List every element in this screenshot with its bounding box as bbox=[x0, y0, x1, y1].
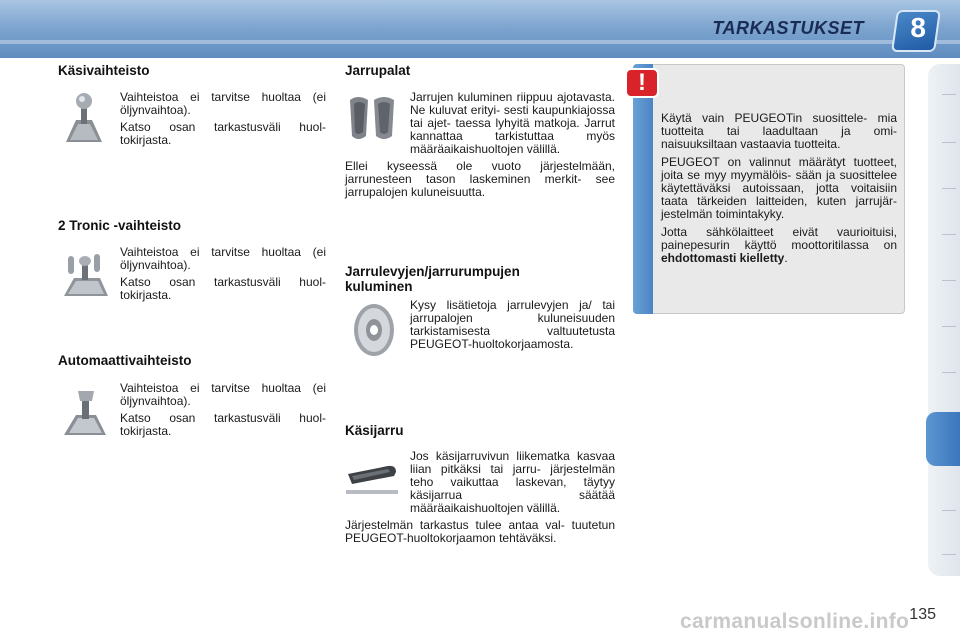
brake-discs-p1: Kysy lisätietoja jarrulevyjen ja/ tai jarrupalojen kuluneisuuden tarkistamisesta valtuutetusta PEUGEOT-huoltokorjaamosta. bbox=[410, 298, 615, 351]
section-heading-2tronic: 2 Tronic -vaihteisto bbox=[58, 218, 182, 233]
tronic-p1: Vaihteistoa ei tarvitse huoltaa (ei öljynvaihtoa). bbox=[120, 245, 326, 272]
chapter-number: 8 bbox=[910, 12, 926, 43]
warning-exclamation-icon: ! bbox=[625, 68, 659, 98]
brake-disc-icon bbox=[350, 302, 398, 358]
tab-divider bbox=[942, 142, 956, 143]
section-heading-handbrake: Käsijarru bbox=[345, 423, 404, 438]
warning-p1: Käytä vain PEUGEOTin suosittele- mia tuotteita tai laadultaan ja omi- naisuuksiltaan vastaavia tuotteita. bbox=[661, 111, 897, 151]
tab-divider bbox=[942, 372, 956, 373]
automatic-p1: Vaihteistoa ei tarvitse huoltaa (ei öljynvaihtoa). bbox=[120, 381, 326, 408]
warning-text bbox=[661, 112, 897, 270]
brake-pads-p2: Ellei kyseessä ole vuoto järjestelmään, jarrunesteen tason laskeminen merkit- see jarrupalojen kuluneisuutta. bbox=[345, 159, 615, 199]
warning-p3 bbox=[661, 226, 897, 265]
automatic-p2: Katso osan tarkastusväli huol- tokirjasta. bbox=[120, 411, 326, 438]
gear-lever-automatic-icon bbox=[60, 385, 110, 439]
handbrake-p2: Järjestelmän tarkastus tulee antaa val- tuutetun PEUGEOT-huoltokorjaamon tehtäväksi. bbox=[345, 518, 615, 545]
warning-p3-bold: ehdottomasti kielletty bbox=[661, 251, 785, 265]
warning-strip bbox=[633, 64, 653, 314]
tab-divider bbox=[942, 94, 956, 95]
warning-p3-post: . bbox=[784, 251, 788, 265]
manual-gearbox-p1: Vaihteistoa ei tarvitse huoltaa (ei öljynvaihtoa). bbox=[120, 90, 326, 117]
handbrake-p1: Jos käsijarruvivun liikematka kasvaa liian pitkäksi tai jarru- järjestelmän teho vaikuttaa laskevan, täytyy käsijarrua säätää määräaikaishuoltojen välillä. bbox=[410, 449, 615, 515]
tronic-text bbox=[120, 246, 326, 306]
brake-pads-p1: Jarrujen kuluminen riippuu ajotavasta. Ne kuluvat erityi- sesti kaupunkiajossa tai ajet- taessa lyhyitä matkoja. Jarrut kannattaa tarkistuttaa myös määräaikaishuoltojen välillä. bbox=[410, 90, 615, 156]
section-heading-brake-pads: Jarrupalat bbox=[345, 63, 411, 78]
tronic-p2: Katso osan tarkastusväli huol- tokirjasta. bbox=[120, 275, 326, 302]
chapter-tab-strip bbox=[928, 64, 960, 576]
chapter-title: TARKASTUKSET bbox=[712, 18, 864, 38]
handbrake-text bbox=[345, 450, 615, 549]
gear-lever-manual-icon bbox=[60, 90, 108, 146]
gear-lever-tronic-icon bbox=[60, 248, 110, 300]
tab-divider bbox=[942, 280, 956, 281]
tab-divider bbox=[942, 554, 956, 555]
tab-divider bbox=[942, 188, 956, 189]
section-heading-manual-gearbox: Käsivaihteisto bbox=[58, 63, 150, 78]
tab-divider bbox=[942, 234, 956, 235]
tab-divider bbox=[942, 326, 956, 327]
manual-gearbox-p2: Katso osan tarkastusväli huol- tokirjasta. bbox=[120, 120, 326, 147]
section-heading-automatic-gearbox: Automaattivaihteisto bbox=[58, 353, 192, 368]
section-heading-brake-discs: Jarrulevyjen/jarrurumpujen kuluminen bbox=[345, 264, 520, 294]
page-number: 135 bbox=[909, 606, 936, 623]
automatic-text bbox=[120, 382, 326, 442]
chapter-tab-8[interactable] bbox=[926, 412, 960, 466]
brake-pads-text bbox=[345, 91, 615, 203]
manual-gearbox-text bbox=[120, 91, 326, 151]
header-shine bbox=[0, 40, 960, 44]
watermark: carmanualsonline.info bbox=[680, 610, 910, 633]
warning-p3-pre: Jotta sähkölaitteet eivät vaurioituisi, painepesurin käyttö moottoritilassa on bbox=[661, 225, 897, 252]
brake-discs-text bbox=[410, 299, 615, 355]
tab-divider bbox=[942, 510, 956, 511]
warning-p2: PEUGEOT on valinnut määrätyt tuotteet, joita se myy myymälöis- sään ja suosittelee käytettäväksi autoissaan, jotta voitaisiin taata tärkeiden laitteiden, kuten jarrujär- jestelmän toimintakyky. bbox=[661, 155, 897, 221]
